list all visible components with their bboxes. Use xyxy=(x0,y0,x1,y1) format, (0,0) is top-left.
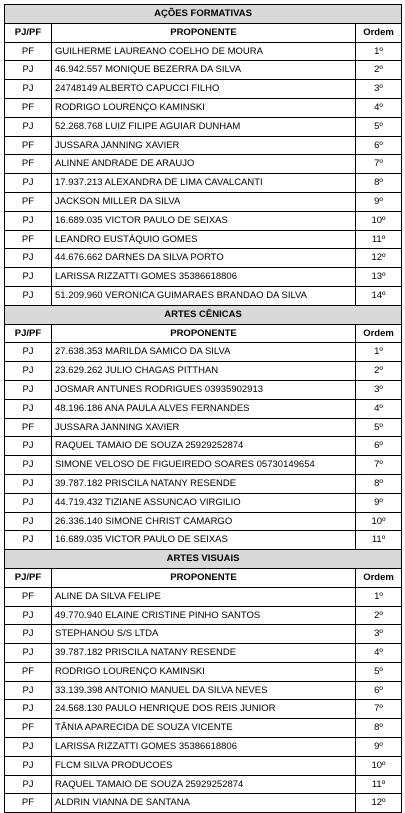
entity-type-cell: PF xyxy=(5,794,52,813)
order-cell: 7º xyxy=(356,700,402,719)
order-cell: 3º xyxy=(356,625,402,644)
order-cell: 9º xyxy=(356,738,402,757)
section-title-row xyxy=(5,305,402,324)
column-header-type: PJ/PF xyxy=(5,23,52,42)
table-row xyxy=(5,794,402,813)
proponent-name-cell: TÂNIA APARECIDA DE SOUZA VICENTE xyxy=(52,719,356,738)
order-cell: 3º xyxy=(356,80,402,99)
entity-type-cell: PJ xyxy=(5,343,52,362)
table-row xyxy=(5,437,402,456)
table-row xyxy=(5,681,402,700)
order-cell: 10º xyxy=(356,211,402,230)
entity-type-cell: PJ xyxy=(5,493,52,512)
proponent-name-cell: SIMONE VELOSO DE FIGUEIREDO SOARES 05730149654 xyxy=(52,456,356,475)
table-row xyxy=(5,531,402,550)
table-row xyxy=(5,286,402,305)
order-cell: 1º xyxy=(356,587,402,606)
entity-type-cell: PF xyxy=(5,719,52,738)
column-header-order: Ordem xyxy=(356,23,402,42)
entity-type-cell: PJ xyxy=(5,756,52,775)
proponent-name-cell: 16.689.035 VICTOR PAULO DE SEIXAS xyxy=(52,211,356,230)
section-title: ARTES CÊNICAS xyxy=(5,305,402,324)
proponent-name-cell: 39.787.182 PRISCILA NATANY RESENDE xyxy=(52,474,356,493)
entity-type-cell: PJ xyxy=(5,512,52,531)
table-row xyxy=(5,775,402,794)
entity-type-cell: PF xyxy=(5,42,52,61)
entity-type-cell: PJ xyxy=(5,625,52,644)
proponent-name-cell: FLCM SILVA PRODUCOES xyxy=(52,756,356,775)
proponent-name-cell: JOSMAR ANTUNES RODRIGUES 03935902913 xyxy=(52,380,356,399)
entity-type-cell: PF xyxy=(5,136,52,155)
section-title-row xyxy=(5,550,402,569)
table-row xyxy=(5,42,402,61)
table-row xyxy=(5,738,402,757)
entity-type-cell: PJ xyxy=(5,606,52,625)
entity-type-cell: PJ xyxy=(5,117,52,136)
table-row xyxy=(5,230,402,249)
table-row xyxy=(5,625,402,644)
table-row xyxy=(5,719,402,738)
table-row xyxy=(5,211,402,230)
proponent-name-cell: 46.942.557 MONIQUE BEZERRA DA SILVA xyxy=(52,61,356,80)
proponent-name-cell: 33.139.398 ANTONIO MANUEL DA SILVA NEVES xyxy=(52,681,356,700)
table-row xyxy=(5,587,402,606)
table-row xyxy=(5,700,402,719)
proponent-name-cell: 23.629.262 JULIO CHAGAS PITTHAN xyxy=(52,362,356,381)
ranking-table-body xyxy=(5,5,402,813)
proponent-name-cell: GUILHERME LAUREANO COELHO DE MOURA xyxy=(52,42,356,61)
table-row xyxy=(5,174,402,193)
proponent-name-cell: LARISSA RIZZATTI GOMES 35386618806 xyxy=(52,268,356,287)
proponent-name-cell: 26.336.140 SIMONE CHRIST CAMARGO xyxy=(52,512,356,531)
order-cell: 13º xyxy=(356,268,402,287)
order-cell: 7º xyxy=(356,155,402,174)
column-header-order: Ordem xyxy=(356,324,402,343)
table-row xyxy=(5,456,402,475)
proponent-name-cell: 17.937.213 ALEXANDRA DE LIMA CAVALCANTI xyxy=(52,174,356,193)
section-title: ARTES VISUAIS xyxy=(5,550,402,569)
table-row xyxy=(5,606,402,625)
entity-type-cell: PJ xyxy=(5,775,52,794)
proponent-name-cell: 52.268.768 LUIZ FILIPE AGUIAR DUNHAM xyxy=(52,117,356,136)
proponent-name-cell: 27.638.353 MARILDA SAMICO DA SILVA xyxy=(52,343,356,362)
table-row xyxy=(5,380,402,399)
proponent-name-cell: ALINNE ANDRADE DE ARAUJO xyxy=(52,155,356,174)
order-cell: 3º xyxy=(356,380,402,399)
section-title-row xyxy=(5,5,402,24)
table-row xyxy=(5,399,402,418)
proponent-name-cell: JUSSARA JANNING XAVIER xyxy=(52,136,356,155)
entity-type-cell: PJ xyxy=(5,380,52,399)
proponent-name-cell: RAQUEL TAMAIO DE SOUZA 25929252874 xyxy=(52,437,356,456)
entity-type-cell: PF xyxy=(5,662,52,681)
proponent-name-cell: 44.676.662 DARNES DA SILVA PORTO xyxy=(52,249,356,268)
column-header-row xyxy=(5,23,402,42)
order-cell: 2º xyxy=(356,606,402,625)
proponent-name-cell: LEANDRO EUSTÁQUIO GOMES xyxy=(52,230,356,249)
column-header-proponent: PROPONENTE xyxy=(52,324,356,343)
entity-type-cell: PJ xyxy=(5,681,52,700)
table-row xyxy=(5,117,402,136)
section-title: AÇÕES FORMATIVAS xyxy=(5,5,402,24)
table-row xyxy=(5,756,402,775)
table-row xyxy=(5,474,402,493)
entity-type-cell: PJ xyxy=(5,286,52,305)
ranking-table-container xyxy=(4,4,401,813)
entity-type-cell: PJ xyxy=(5,700,52,719)
table-row xyxy=(5,493,402,512)
entity-type-cell: PF xyxy=(5,587,52,606)
ranking-table xyxy=(4,4,402,813)
entity-type-cell: PJ xyxy=(5,738,52,757)
table-row xyxy=(5,136,402,155)
column-header-row xyxy=(5,568,402,587)
proponent-name-cell: 24.568.130 PAULO HENRIQUE DOS REIS JUNIOR xyxy=(52,700,356,719)
table-row xyxy=(5,644,402,663)
table-row xyxy=(5,362,402,381)
order-cell: 1º xyxy=(356,42,402,61)
table-row xyxy=(5,268,402,287)
order-cell: 6º xyxy=(356,681,402,700)
entity-type-cell: PJ xyxy=(5,531,52,550)
column-header-order: Ordem xyxy=(356,568,402,587)
entity-type-cell: PJ xyxy=(5,362,52,381)
table-row xyxy=(5,249,402,268)
order-cell: 2º xyxy=(356,61,402,80)
entity-type-cell: PJ xyxy=(5,211,52,230)
order-cell: 9º xyxy=(356,493,402,512)
entity-type-cell: PJ xyxy=(5,456,52,475)
entity-type-cell: PJ xyxy=(5,474,52,493)
order-cell: 2º xyxy=(356,362,402,381)
entity-type-cell: PF xyxy=(5,98,52,117)
proponent-name-cell: 48.196.186 ANA PAULA ALVES FERNANDES xyxy=(52,399,356,418)
order-cell: 12º xyxy=(356,249,402,268)
entity-type-cell: PF xyxy=(5,230,52,249)
order-cell: 9º xyxy=(356,192,402,211)
column-header-type: PJ/PF xyxy=(5,568,52,587)
order-cell: 10º xyxy=(356,756,402,775)
order-cell: 5º xyxy=(356,662,402,681)
proponent-name-cell: 49.770.940 ELAINE CRISTINE PINHO SANTOS xyxy=(52,606,356,625)
order-cell: 11º xyxy=(356,775,402,794)
order-cell: 8º xyxy=(356,474,402,493)
entity-type-cell: PJ xyxy=(5,437,52,456)
proponent-name-cell: 39.787.182 PRISCILA NATANY RESENDE xyxy=(52,644,356,663)
table-row xyxy=(5,418,402,437)
proponent-name-cell: RODRIGO LOURENÇO KAMINSKI xyxy=(52,662,356,681)
proponent-name-cell: JUSSARA JANNING XAVIER xyxy=(52,418,356,437)
proponent-name-cell: ALDRIN VIANNA DE SANTANA xyxy=(52,794,356,813)
table-row xyxy=(5,512,402,531)
table-row xyxy=(5,343,402,362)
proponent-name-cell: JACKSON MILLER DA SILVA xyxy=(52,192,356,211)
order-cell: 6º xyxy=(356,136,402,155)
entity-type-cell: PJ xyxy=(5,249,52,268)
proponent-name-cell: 16.689.035 VICTOR PAULO DE SEIXAS xyxy=(52,531,356,550)
proponent-name-cell: RAQUEL TAMAIO DE SOUZA 25929252874 xyxy=(52,775,356,794)
proponent-name-cell: STEPHANOU S/S LTDA xyxy=(52,625,356,644)
order-cell: 8º xyxy=(356,719,402,738)
proponent-name-cell: 51.209.960 VERONICA GUIMARAES BRANDAO DA SILVA xyxy=(52,286,356,305)
order-cell: 8º xyxy=(356,174,402,193)
column-header-proponent: PROPONENTE xyxy=(52,23,356,42)
entity-type-cell: PJ xyxy=(5,174,52,193)
column-header-type: PJ/PF xyxy=(5,324,52,343)
proponent-name-cell: ALINE DA SILVA FELIPE xyxy=(52,587,356,606)
column-header-row xyxy=(5,324,402,343)
order-cell: 11º xyxy=(356,230,402,249)
entity-type-cell: PJ xyxy=(5,268,52,287)
entity-type-cell: PF xyxy=(5,418,52,437)
entity-type-cell: PJ xyxy=(5,399,52,418)
order-cell: 7º xyxy=(356,456,402,475)
column-header-proponent: PROPONENTE xyxy=(52,568,356,587)
order-cell: 6º xyxy=(356,437,402,456)
order-cell: 14º xyxy=(356,286,402,305)
table-row xyxy=(5,80,402,99)
order-cell: 10º xyxy=(356,512,402,531)
order-cell: 11º xyxy=(356,531,402,550)
order-cell: 4º xyxy=(356,98,402,117)
order-cell: 12º xyxy=(356,794,402,813)
order-cell: 1º xyxy=(356,343,402,362)
table-row xyxy=(5,192,402,211)
table-row xyxy=(5,155,402,174)
entity-type-cell: PF xyxy=(5,155,52,174)
table-row xyxy=(5,662,402,681)
table-row xyxy=(5,61,402,80)
order-cell: 4º xyxy=(356,399,402,418)
entity-type-cell: PF xyxy=(5,192,52,211)
entity-type-cell: PJ xyxy=(5,61,52,80)
proponent-name-cell: 24748149 ALBERTO CAPUCCI FILHO xyxy=(52,80,356,99)
order-cell: 4º xyxy=(356,644,402,663)
entity-type-cell: PJ xyxy=(5,644,52,663)
table-row xyxy=(5,98,402,117)
entity-type-cell: PJ xyxy=(5,80,52,99)
proponent-name-cell: LARISSA RIZZATTI GOMES 35386618806 xyxy=(52,738,356,757)
proponent-name-cell: 44.719.432 TIZIANE ASSUNCAO VIRGILIO xyxy=(52,493,356,512)
order-cell: 5º xyxy=(356,418,402,437)
proponent-name-cell: RODRIGO LOURENÇO KAMINSKI xyxy=(52,98,356,117)
order-cell: 5º xyxy=(356,117,402,136)
